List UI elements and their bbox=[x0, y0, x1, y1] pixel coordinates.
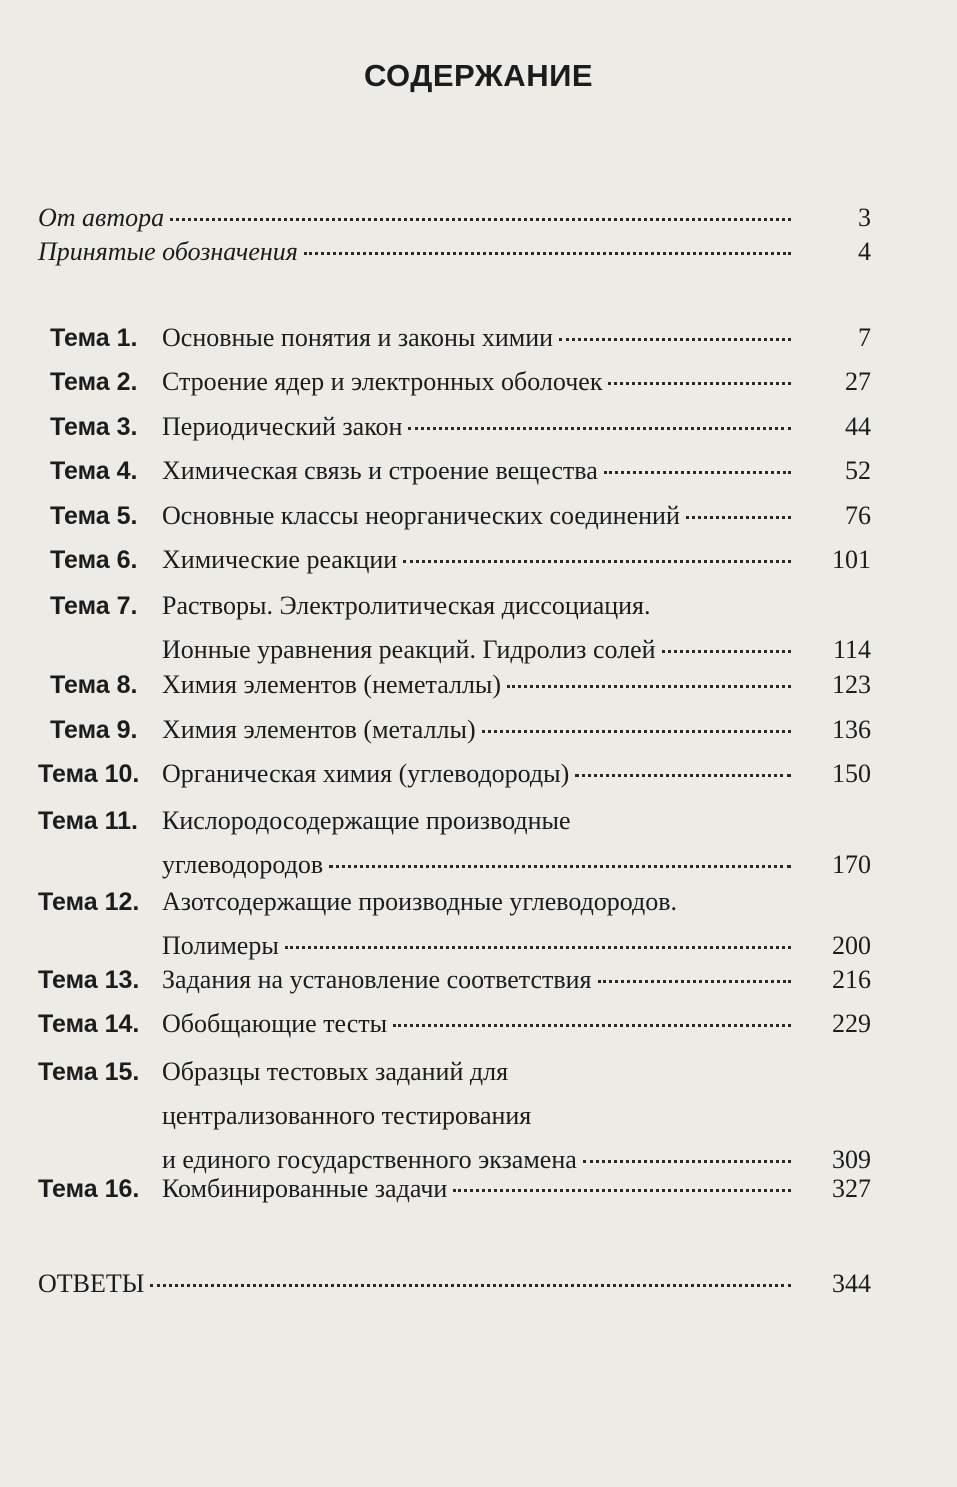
entry-title-line: Кислородосодержащие производные bbox=[162, 806, 571, 835]
page-number: 101 bbox=[832, 545, 871, 574]
entry-title-line: Химическая связь и строение вещества bbox=[162, 456, 598, 485]
entry-title-line: Строение ядер и электронных оболочек bbox=[162, 367, 603, 396]
page-number: 114 bbox=[832, 635, 871, 664]
dot-leader bbox=[482, 730, 791, 733]
entry-title-line: Химия элементов (неметаллы) bbox=[162, 670, 502, 699]
topic-label: Тема 3. bbox=[50, 413, 138, 441]
topic-label: Тема 8. bbox=[50, 671, 138, 699]
entry-title-line: централизованного тестирования bbox=[162, 1101, 532, 1130]
topic-label: Тема 6. bbox=[50, 546, 138, 574]
entry-title-line: Органическая химия (углеводороды) bbox=[162, 759, 570, 788]
dot-leader bbox=[559, 338, 791, 341]
topic-label: Тема 10. bbox=[38, 760, 140, 788]
dot-leader bbox=[150, 1284, 791, 1287]
dot-leader bbox=[583, 1160, 791, 1163]
page-number: 27 bbox=[845, 367, 871, 396]
dot-leader bbox=[393, 1024, 791, 1027]
entry-title-line: Задания на установление соответствия bbox=[162, 965, 592, 994]
entry-title-line: Основные классы неорганических соединений bbox=[162, 501, 680, 530]
dot-leader bbox=[608, 382, 791, 385]
entry-title-line: Азотсодержащие производные углеводородов. bbox=[162, 887, 678, 916]
topic-label: Тема 14. bbox=[38, 1010, 140, 1038]
dot-leader bbox=[408, 427, 791, 430]
dot-leader bbox=[285, 946, 791, 949]
topic-label: Тема 1. bbox=[50, 324, 138, 352]
page-number: 309 bbox=[832, 1145, 871, 1174]
topic-label: Тема 15. bbox=[38, 1058, 140, 1086]
page-number: 200 bbox=[832, 931, 871, 960]
topic-label: Тема 2. bbox=[50, 368, 138, 396]
topic-label: Тема 11. bbox=[38, 807, 138, 835]
topic-label: Тема 7. bbox=[50, 592, 138, 620]
entry-title-line: Химические реакции bbox=[162, 545, 398, 574]
dot-leader bbox=[329, 865, 791, 868]
entry-title-line: углеводородов bbox=[162, 850, 324, 879]
page-number: 216 bbox=[832, 965, 871, 994]
dot-leader bbox=[453, 1189, 791, 1192]
entry-title-line: Комбинированные задачи bbox=[162, 1174, 448, 1203]
page-number: 76 bbox=[845, 501, 871, 530]
page-title: СОДЕРЖАНИЕ bbox=[363, 58, 594, 93]
topic-label: Тема 12. bbox=[38, 888, 140, 916]
entry-title-line: Принятые обозначения bbox=[38, 237, 298, 266]
topic-label: Тема 5. bbox=[50, 502, 138, 530]
entry-title-line: Ионные уравнения реакций. Гидролиз солей bbox=[162, 635, 656, 664]
entry-title-line: Химия элементов (металлы) bbox=[162, 715, 476, 744]
page-number: 344 bbox=[832, 1269, 871, 1298]
page-number: 136 bbox=[832, 715, 871, 744]
topic-label: Тема 13. bbox=[38, 966, 140, 994]
page-number: 44 bbox=[845, 412, 871, 441]
page-number: 123 bbox=[832, 670, 871, 699]
entry-title-line: и единого государственного экзамена bbox=[162, 1145, 577, 1174]
page-number: 327 bbox=[832, 1174, 871, 1203]
entry-title-line: Периодический закон bbox=[162, 412, 403, 441]
page-number: 7 bbox=[858, 323, 871, 352]
entry-title-line: Полимеры bbox=[162, 931, 279, 960]
dot-leader bbox=[403, 560, 791, 563]
page-number: 229 bbox=[832, 1009, 871, 1038]
page-number: 150 bbox=[832, 759, 871, 788]
dot-leader bbox=[662, 650, 791, 653]
entry-title-line: Обобщающие тесты bbox=[162, 1009, 388, 1038]
dot-leader bbox=[507, 685, 791, 688]
entry-title-line: ОТВЕТЫ bbox=[38, 1269, 145, 1298]
dot-leader bbox=[304, 252, 791, 255]
topic-label: Тема 16. bbox=[38, 1175, 140, 1203]
page-number: 52 bbox=[845, 456, 871, 485]
page-number: 170 bbox=[832, 850, 871, 879]
topic-label: Тема 4. bbox=[50, 457, 138, 485]
entry-title-line: От автора bbox=[38, 203, 165, 232]
dot-leader bbox=[604, 471, 791, 474]
entry-title-line: Основные понятия и законы химии bbox=[162, 323, 554, 352]
dot-leader bbox=[686, 516, 791, 519]
page-number: 4 bbox=[858, 237, 871, 266]
topic-label: Тема 9. bbox=[50, 716, 138, 744]
entry-title-line: Растворы. Электролитическая диссоциация. bbox=[162, 591, 651, 620]
dot-leader bbox=[575, 774, 791, 777]
page-number: 3 bbox=[858, 203, 871, 232]
entry-title-line: Образцы тестовых заданий для bbox=[162, 1057, 509, 1086]
dot-leader bbox=[170, 218, 791, 221]
dot-leader bbox=[598, 980, 791, 983]
